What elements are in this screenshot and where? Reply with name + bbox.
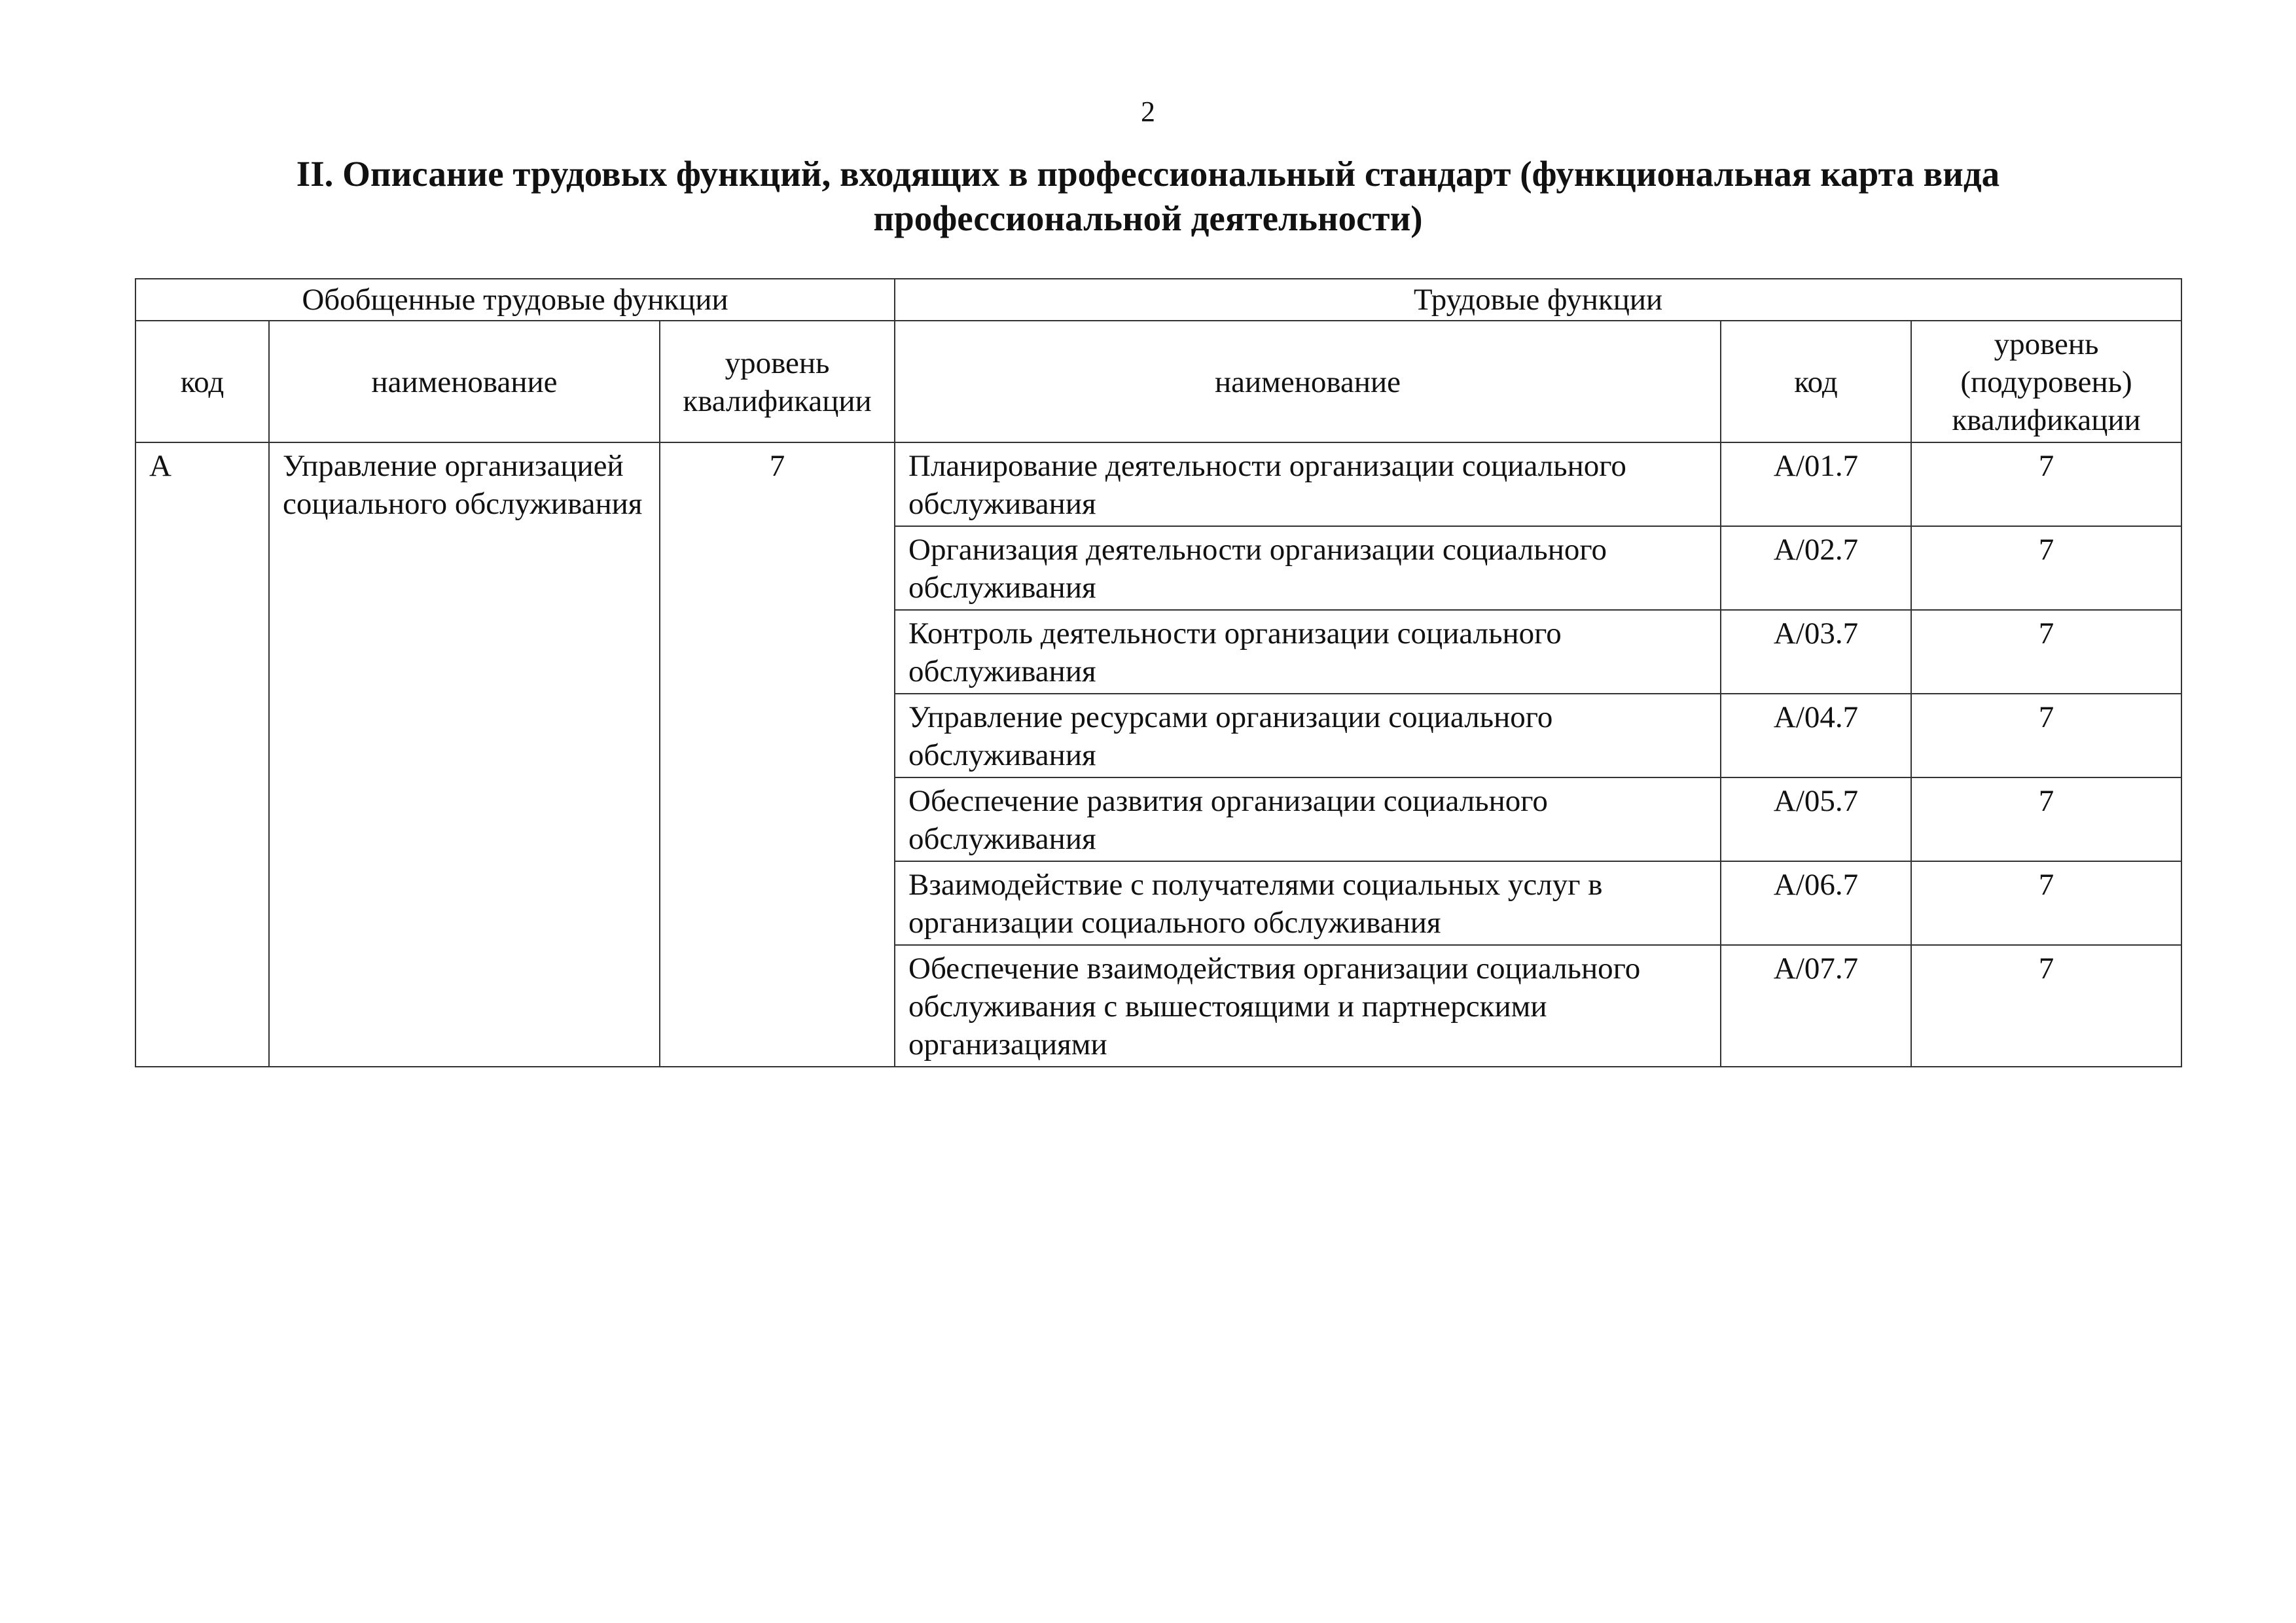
gen-function-code: A — [135, 442, 269, 1067]
header-generalized-functions: Обобщенные трудовые функции — [135, 279, 895, 321]
functional-map-table — [135, 278, 2182, 1067]
header-tf-code: код — [1721, 321, 1911, 442]
tf-name: Обеспечение развития организации социального обслуживания — [895, 777, 1721, 861]
header-gen-code: код — [135, 321, 269, 442]
tf-level: 7 — [1911, 861, 2181, 945]
column-header-row — [135, 321, 2181, 442]
tf-code: A/01.7 — [1721, 442, 1911, 526]
header-gen-level: уровень квалификации — [660, 321, 895, 442]
header-tf-level: уровень (подуровень) квалификации — [1911, 321, 2181, 442]
tf-level: 7 — [1911, 442, 2181, 526]
header-gen-name: наименование — [269, 321, 660, 442]
tf-code: A/06.7 — [1721, 861, 1911, 945]
tf-level: 7 — [1911, 777, 2181, 861]
tf-code: A/05.7 — [1721, 777, 1911, 861]
tf-code: A/03.7 — [1721, 610, 1911, 694]
tf-level: 7 — [1911, 945, 2181, 1067]
gen-function-level: 7 — [660, 442, 895, 1067]
header-labor-functions: Трудовые функции — [895, 279, 2181, 321]
tf-code: A/04.7 — [1721, 694, 1911, 777]
tf-code: A/02.7 — [1721, 526, 1911, 610]
tf-name: Взаимодействие с получателями социальных услуг в организации социального обслуживания — [895, 861, 1721, 945]
tf-name: Планирование деятельности организации социального обслуживания — [895, 442, 1721, 526]
tf-name: Обеспечение взаимодействия организации социального обслуживания с вышестоящими и партнерскими организациями — [895, 945, 1721, 1067]
tf-name: Организация деятельности организации социального обслуживания — [895, 526, 1721, 610]
tf-name: Управление ресурсами организации социального обслуживания — [895, 694, 1721, 777]
gen-function-name: Управление организацией социального обслуживания — [269, 442, 660, 1067]
table-row — [135, 442, 2181, 526]
page-title: II. Описание трудовых функций, входящих в профессиональный стандарт (функциональная карта вида профессиональной деятельности) — [296, 154, 2000, 238]
group-header-row — [135, 279, 2181, 321]
tf-code: A/07.7 — [1721, 945, 1911, 1067]
tf-level: 7 — [1911, 526, 2181, 610]
page-number: 2 — [1141, 96, 1155, 128]
tf-name: Контроль деятельности организации социального обслуживания — [895, 610, 1721, 694]
tf-level: 7 — [1911, 694, 2181, 777]
tf-level: 7 — [1911, 610, 2181, 694]
header-tf-name: наименование — [895, 321, 1721, 442]
